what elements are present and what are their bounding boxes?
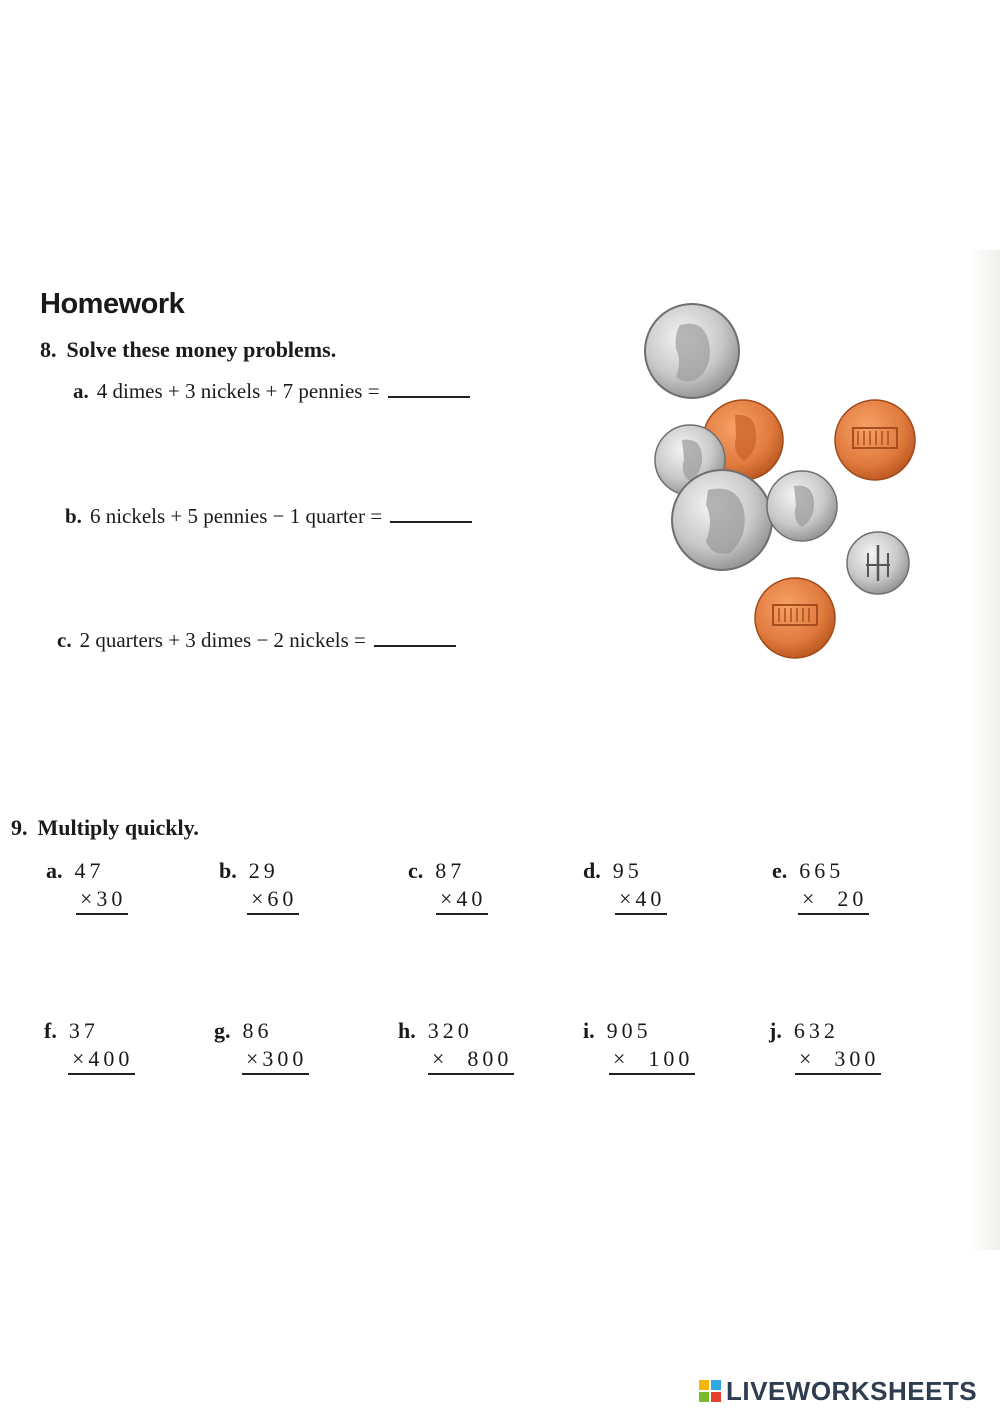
multiplier: ×40 — [436, 886, 488, 915]
multiplicand: 905 — [606, 1018, 652, 1043]
multiplication-problem-f — [44, 1018, 135, 1075]
problem-letter: c. — [408, 858, 424, 883]
item-letter: a. — [73, 379, 89, 403]
money-problem-b — [65, 503, 472, 529]
page-title: Homework — [40, 288, 185, 320]
question-text: Solve these money problems. — [66, 337, 337, 362]
problem-letter: f. — [44, 1018, 57, 1043]
multiplication-problem-g — [214, 1018, 309, 1075]
multiplication-problem-j — [769, 1018, 881, 1075]
money-problem-c — [57, 627, 456, 653]
multiplication-problem-h — [398, 1018, 514, 1075]
dime-coin — [767, 471, 837, 541]
problem-letter: d. — [583, 858, 601, 883]
multiplication-problem-b — [219, 858, 299, 915]
dime-coin — [847, 532, 909, 594]
liveworksheets-logo-icon — [698, 1379, 722, 1403]
multiplication-problem-a — [46, 858, 128, 915]
question-number: 8. — [40, 337, 57, 362]
nickel-coin — [645, 304, 739, 398]
multiplier: ×60 — [247, 886, 299, 915]
penny-coin — [755, 578, 835, 658]
problem-letter: i. — [583, 1018, 595, 1043]
item-letter: b. — [65, 504, 82, 528]
multiplicand: 86 — [242, 1018, 273, 1043]
multiplicand: 87 — [435, 858, 466, 883]
multiplication-problem-c — [408, 858, 488, 915]
multiplier: × 300 — [795, 1046, 881, 1075]
liveworksheets-watermark — [698, 1374, 977, 1408]
item-letter: c. — [57, 628, 72, 652]
item-text: 4 dimes + 3 nickels + 7 pennies = — [96, 379, 380, 403]
problem-letter: h. — [398, 1018, 416, 1043]
answer-blank[interactable] — [390, 503, 472, 523]
multiplier: × 20 — [798, 886, 869, 915]
multiplicand: 632 — [793, 1018, 839, 1043]
multiplier: ×40 — [615, 886, 667, 915]
multiplication-problem-d — [583, 858, 667, 915]
brand-name: LIVEWORKSHEETS — [726, 1375, 978, 1406]
answer-blank[interactable] — [374, 627, 456, 647]
question-number: 9. — [11, 815, 28, 840]
coins-illustration — [640, 295, 930, 665]
item-text: 6 nickels + 5 pennies − 1 quarter = — [89, 504, 383, 528]
multiplication-problem-e — [772, 858, 869, 915]
multiplicand: 95 — [612, 858, 643, 883]
question-8-title — [40, 337, 336, 363]
multiplicand: 320 — [427, 1018, 473, 1043]
multiplier: ×300 — [242, 1046, 309, 1075]
answer-blank[interactable] — [388, 378, 470, 398]
problem-letter: g. — [214, 1018, 231, 1043]
multiplicand: 47 — [74, 858, 105, 883]
problem-letter: e. — [772, 858, 788, 883]
multiplication-problem-i — [583, 1018, 695, 1075]
question-text: Multiply quickly. — [37, 815, 199, 840]
multiplicand: 37 — [68, 1018, 99, 1043]
multiplier: × 100 — [609, 1046, 695, 1075]
penny-coin — [835, 400, 915, 480]
item-text: 2 quarters + 3 dimes − 2 nickels = — [79, 628, 366, 652]
multiplicand: 29 — [248, 858, 279, 883]
multiplier: × 800 — [428, 1046, 514, 1075]
question-9-title — [11, 815, 199, 841]
problem-letter: b. — [219, 858, 237, 883]
problem-letter: a. — [46, 858, 63, 883]
problem-letter: j. — [769, 1018, 782, 1043]
multiplier: ×400 — [68, 1046, 135, 1075]
multiplicand: 665 — [799, 858, 845, 883]
page-edge-shadow — [968, 250, 1000, 1250]
multiplier: ×30 — [76, 886, 128, 915]
quarter-coin — [672, 470, 772, 570]
money-problem-a — [73, 378, 470, 404]
